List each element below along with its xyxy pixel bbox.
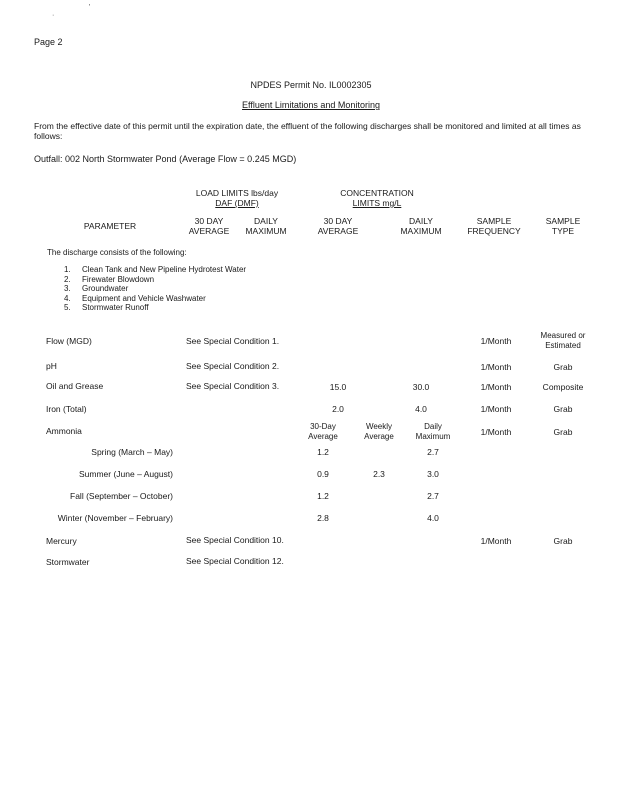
- condition-stormwater: See Special Condition 12.: [186, 556, 284, 566]
- freq-oil-grease: 1/Month: [480, 382, 512, 392]
- avg-fall: 1.2: [317, 491, 329, 501]
- max-spring: 2.7: [427, 447, 439, 457]
- load-30-day-header: 30 DAY AVERAGE: [188, 216, 230, 236]
- season-winter: Winter (November – February): [57, 513, 173, 523]
- param-ammonia: Ammonia: [46, 426, 82, 436]
- condition-flow: See Special Condition 1.: [186, 336, 280, 346]
- type-ammonia: Grab: [553, 427, 573, 437]
- discharge-intro: The discharge consists of the following:: [47, 248, 187, 257]
- sample-type-header: SAMPLE TYPE: [545, 216, 581, 236]
- max-fall: 2.7: [427, 491, 439, 501]
- condition-oil-grease: See Special Condition 3.: [186, 381, 280, 391]
- season-fall: Fall (September – October): [70, 491, 173, 501]
- daf-header: DAF (DMF): [215, 198, 259, 208]
- type-ph: Grab: [553, 362, 573, 372]
- page-number: Page 2: [34, 37, 63, 47]
- type-mercury: Grab: [553, 536, 573, 546]
- ammonia-30-day-header: 30-Day Average: [308, 422, 338, 441]
- type-flow: Measured or Estimated: [540, 331, 586, 350]
- list-item: 3. Groundwater: [64, 284, 129, 293]
- intro-paragraph: From the effective date of this permit until the expiration date, the effluent of the following discharges shall be monitored and limited at all times as follows:: [34, 121, 581, 141]
- list-item: 4. Equipment and Vehicle Washwater: [64, 293, 206, 303]
- param-iron: Iron (Total): [46, 404, 87, 414]
- param-ph: pH: [46, 361, 57, 371]
- freq-mercury: 1/Month: [480, 536, 512, 546]
- season-spring: Spring (March – May): [91, 447, 173, 457]
- parameter-header: PARAMETER: [83, 221, 137, 231]
- avg-spring: 1.2: [317, 447, 329, 457]
- permit-number: NPDES Permit No. IL0002305: [250, 80, 372, 90]
- list-item: 5. Stormwater Runoff: [64, 303, 149, 312]
- freq-flow: 1/Month: [480, 336, 512, 346]
- conc-units-header: LIMITS mg/L: [352, 198, 402, 208]
- avg-iron: 2.0: [332, 404, 344, 414]
- max-iron: 4.0: [415, 404, 427, 414]
- scan-mark: ': [89, 4, 91, 11]
- section-title: Effluent Limitations and Monitoring: [242, 100, 380, 110]
- conc-daily-header: DAILY MAXIMUM: [400, 216, 442, 236]
- list-item: 2. Firewater Blowdown: [64, 274, 155, 284]
- condition-mercury: See Special Condition 10.: [186, 535, 284, 545]
- conc-30-day-header: 30 DAY AVERAGE: [317, 216, 359, 236]
- avg-winter: 2.8: [317, 513, 329, 523]
- avg-summer: 0.9: [317, 469, 329, 479]
- scan-mark: ·: [52, 12, 55, 19]
- freq-ph: 1/Month: [480, 362, 512, 372]
- freq-ammonia: 1/Month: [480, 427, 512, 437]
- season-summer: Summer (June – August): [78, 469, 173, 479]
- weekly-summer: 2.3: [373, 469, 385, 479]
- sample-frequency-header: SAMPLE FREQUENCY: [467, 216, 521, 236]
- max-oil-grease: 30.0: [412, 382, 430, 392]
- load-limits-header: LOAD LIMITS lbs/day: [195, 188, 279, 198]
- list-item: 1. Clean Tank and New Pipeline Hydrotest Water: [64, 265, 247, 274]
- param-mercury: Mercury: [46, 536, 77, 546]
- outfall-line: Outfall: 002 North Stormwater Pond (Average Flow = 0.245 MGD): [34, 154, 297, 164]
- concentration-header: CONCENTRATION: [340, 188, 414, 198]
- max-summer: 3.0: [427, 469, 439, 479]
- freq-iron: 1/Month: [480, 404, 512, 414]
- discharge-list: [64, 265, 246, 313]
- condition-ph: See Special Condition 2.: [186, 361, 280, 371]
- ammonia-daily-header: Daily Maximum: [415, 422, 451, 441]
- type-oil-grease: Composite: [542, 382, 584, 392]
- avg-oil-grease: 15.0: [329, 382, 347, 392]
- type-iron: Grab: [553, 404, 573, 414]
- param-stormwater: Stormwater: [46, 557, 90, 567]
- ammonia-weekly-header: Weekly Average: [364, 422, 394, 441]
- param-flow: Flow (MGD): [46, 336, 92, 346]
- load-daily-header: DAILY MAXIMUM: [245, 216, 287, 236]
- max-winter: 4.0: [427, 513, 439, 523]
- param-oil-grease: Oil and Grease: [46, 381, 104, 391]
